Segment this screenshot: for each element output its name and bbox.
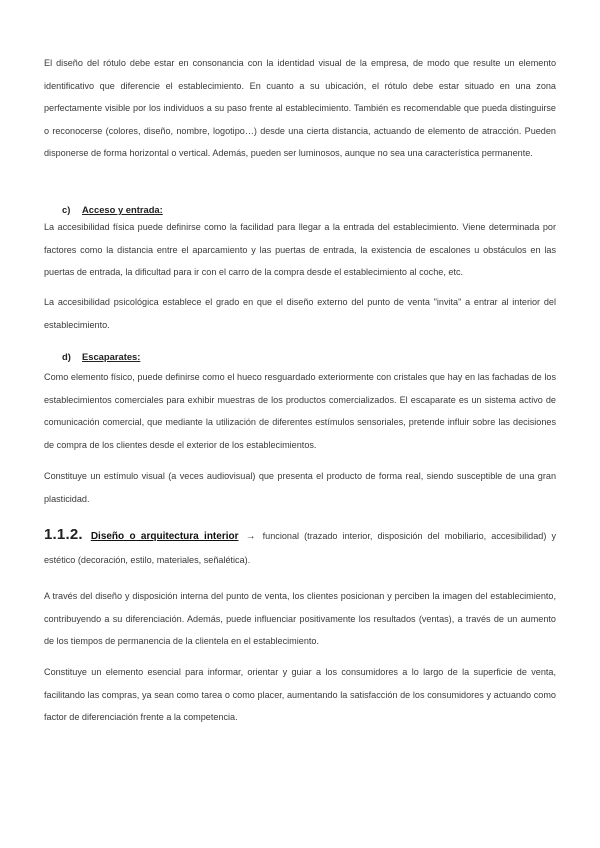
arrow-right-icon: → <box>245 531 256 542</box>
heading-escaparates-label: d) <box>62 351 71 362</box>
heading-acceso-label: c) <box>62 204 71 215</box>
paragraph-accesibilidad-fisica: La accesibilidad física puede definirse como la facilidad para llegar a la entrada del establecimiento. Viene determinada por factores como la distancia entre el aparcamiento y las puertas de entrada, la existencia de escalones u obstáculos en las puertas de entrada, la dificultad para ir con el carro de la compra desde el establecimiento al coche, etc. <box>44 222 556 278</box>
section-number: 1.1.2. <box>44 526 83 543</box>
section-title: Diseño o arquitectura interior <box>90 531 239 542</box>
paragraph-estimulo-visual: Constituye un estímulo visual (a veces audiovisual) que presenta el producto de forma real, siendo susceptible de una gran plasticidad. <box>44 471 556 504</box>
paragraph-accesibilidad-psicologica: La accesibilidad psicológica establece el grado en que el diseño externo del punto de venta "invita" a entrar al interior del establecimiento. <box>44 297 556 330</box>
paragraph-diseno-disposicion: A través del diseño y disposición interna del punto de venta, los clientes posicionan y perciben la imagen del establecimiento, contribuyendo a su diferenciación. Además, puede influenciar positivamente los resultados (ventas), a través de un aumento de los tiempos de permanencia de la clientela en el establecimiento. <box>44 591 556 647</box>
section-diseno-interior <box>44 524 556 571</box>
section-description: funcional (trazado interior, disposición del mobiliario, accesibilidad) y estético (decoración, estilo, materiales, señalética). <box>44 531 556 565</box>
heading-escaparates-title: Escaparates: <box>82 351 141 362</box>
paragraph-elemento-esencial: Constituye un elemento esencial para informar, orientar y guiar a los consumidores a lo largo de la superficie de venta, facilitando las compras, ya sean como tarea o como placer, aumentando la satisfacción de los consumidores y actuando como factor de diferenciación frente a la competencia. <box>44 667 556 723</box>
paragraph-escaparate-definicion: Como elemento físico, puede definirse como el hueco resguardado exteriormente con cristales que hay en las fachadas de los establecimientos comerciales para exhibir muestras de los productos comercializados. El escaparate es un sistema activo de comunicación comercial, que mediante la utilización de diferentes estímulos sensoriales, pretende influir sobre las decisiones de compra de los clientes desde el exterior de los establecimientos. <box>44 372 556 450</box>
heading-acceso-title: Acceso y entrada: <box>82 204 163 215</box>
paragraph-rotulo: El diseño del rótulo debe estar en consonancia con la identidad visual de la empresa, de modo que resulte un elemento identificativo que diferencie el establecimiento. En cuanto a su ubicación, el rótulo debe estar situado en una zona perfectamente visible por los individuos a su paso frente al establecimiento. También es recomendable que pueda distinguirse o reconocerse (colores, diseño, nombre, logotipo…) desde una cierta distancia, actuando de elemento de atracción. Pueden disponerse de forma horizontal o vertical. Además, pueden ser luminosos, aunque no sea una característica permanente. <box>44 58 556 159</box>
